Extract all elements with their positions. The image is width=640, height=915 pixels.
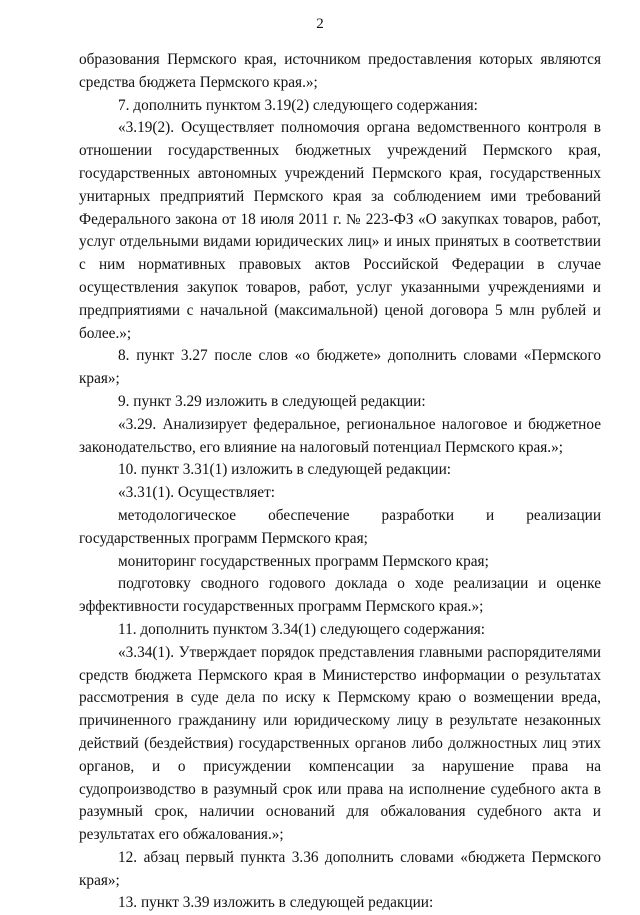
paragraph-monitoring: мониторинг государственных программ Пермского края; [118,552,489,570]
paragraph-methodology: методологическое обеспечение разработки и реализации государственных программ Пермского края; [79,506,601,547]
paragraph-item-11: 11. дополнить пунктом 3.34(1) следующего содержания: [118,620,485,638]
paragraph-item-12: 12. абзац первый пункта 3.36 дополнить словами «бюджета Пермского края»; [79,848,601,889]
paragraph-item-9: 9. пункт 3.29 изложить в следующей редакции: [118,392,426,410]
paragraph-item-10: 10. пункт 3.31(1) изложить в следующей редакции: [118,461,452,479]
paragraph-clause-3-34-1: «3.34(1). Утверждает порядок представления главными распорядителями средств бюджета Пермского края в Министерство информации о результатах рассмотрения в суде дела по иску к Пермскому краю о возмещении вреда, причиненного гражданину или юридическому лицу в результате незаконных действий (бездействия) государственных органов либо должностных лиц этих органов, и о присуждении компенсации за нарушение права на судопроизводство в разумный срок или права на исполнение судебного акта в разумный срок, наличии оснований для обжалования судебного акта и результатах его обжалования.»; [79,643,601,844]
page-number: 2 [316,16,324,32]
paragraph-item-8: 8. пункт 3.27 после слов «о бюджете» дополнить словами «Пермского края»; [79,347,601,388]
paragraph-item-13: 13. пункт 3.39 изложить в следующей редакции: [118,894,434,912]
paragraph-clause-3-29: «3.29. Анализирует федеральное, региональное налоговое и бюджетное законодательство, его влияние на налоговый потенциал Пермского края.»; [79,415,601,456]
paragraph-clause-3-19-2: «3.19(2). Осуществляет полномочия органа ведомственного контроля в отношении государственных бюджетных учреждений Пермского края, государственных автономных учреждений Пермского края, государственных унитарных предприятий Пермского края за соблюдением ими требований Федерального закона от 18 июля 2011 г. № 223-ФЗ «О закупках товаров, работ, услуг отдельными видами юридических лиц» и иных принятых в соответствии с ним нормативных правовых актов Российской Федерации в случае осуществления закупок товаров, работ, услуг указанными учреждениями и предприятиями с начальной (максимальной) ценой договора 5 млн рублей и более.»; [79,119,601,342]
paragraph-annual-report: подготовку сводного годового доклада о ходе реализации и оценке эффективности государственных программ Пермского края.»; [79,575,601,616]
document-body [79,49,601,915]
paragraph-clause-3-31-1: «3.31(1). Осуществляет: [118,484,276,502]
paragraph-item-7: 7. дополнить пунктом 3.19(2) следующего содержания: [118,96,478,114]
paragraph-continuation: образования Пермского края, источником предоставления которых являются средства бюджета Пермского края.»; [79,51,601,91]
